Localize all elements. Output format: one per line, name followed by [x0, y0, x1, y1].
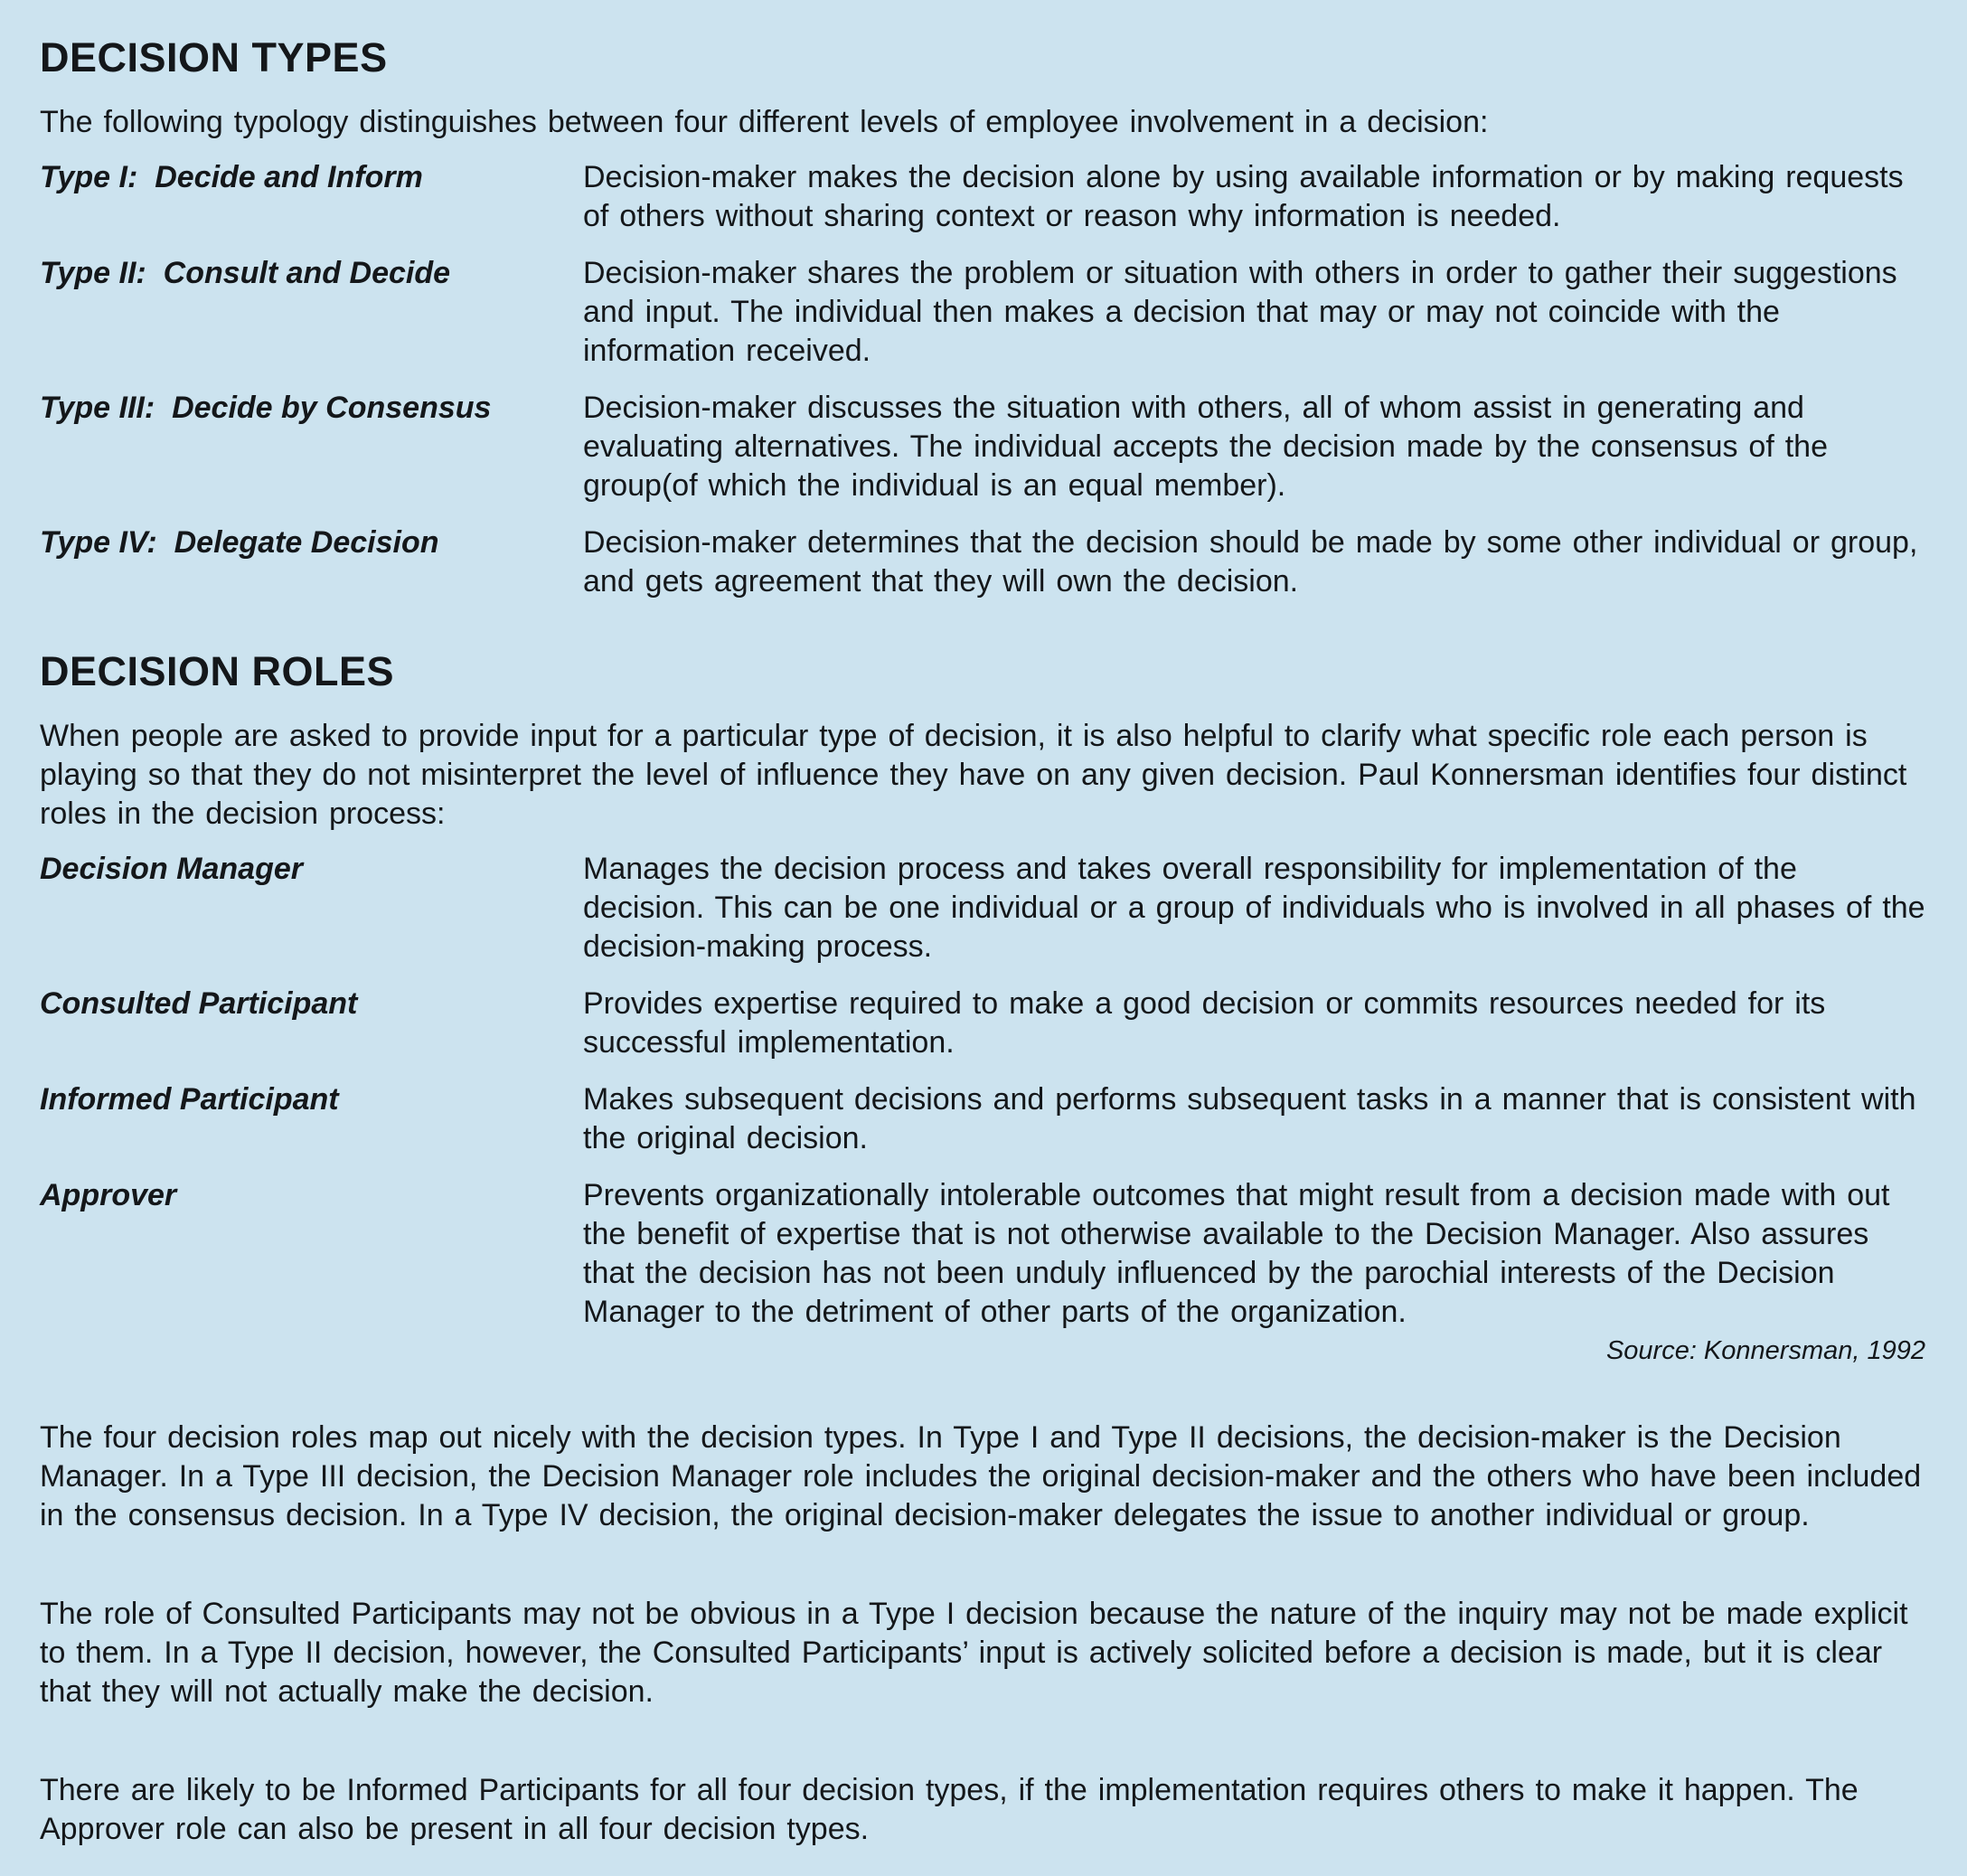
decision-role-label: Decision Manager — [40, 852, 303, 886]
decision-roles-intro: When people are asked to provide input for a particular type of decision, it is also helpful to clarify what specific role each person is playing so that they do not misinterpret the level of influence they have on any given decision. Paul Konnersman identifies four distinct roles in the decision process: — [40, 719, 1918, 831]
decision-type-row — [40, 158, 1925, 236]
decision-role-row — [40, 985, 1925, 1062]
decision-type-description: Decision-maker discusses the situation with others, all of whom assist in generating and evaluating alternatives. The individual accepts the decision made by the consensus of the group(of which the individual is an equal member). — [583, 391, 1839, 503]
closing-paragraph: The role of Consulted Participants may not be obvious in a Type I decision because the nature of the inquiry may not be made explicit to them. In a Type II decision, however, the Consulted Participants’ input is actively solicited before a decision is made, but it is clear that they will not actually make the decision. — [40, 1597, 1919, 1709]
decision-type-label: Type I: Decide and Inform — [40, 160, 423, 194]
decision-type-label: Type II: Consult and Decide — [40, 256, 451, 290]
decision-type-row — [40, 523, 1929, 601]
decision-role-row — [40, 1176, 1925, 1332]
decision-type-label: Type IV: Delegate Decision — [40, 525, 439, 560]
decision-role-label: Informed Participant — [40, 1082, 339, 1117]
decision-type-description: Decision-maker determines that the decision should be made by some other individual or group, and gets agreement that they will own the decision. — [583, 525, 1929, 599]
decision-type-label: Type III: Decide by Consensus — [40, 391, 492, 425]
decision-role-description: Makes subsequent decisions and performs subsequent tasks in a manner that is consistent with the original decision. — [583, 1082, 1927, 1155]
decision-role-label: Consulted Participant — [40, 986, 358, 1021]
decision-type-row — [40, 389, 1925, 505]
decision-role-description: Prevents organizationally intolerable outcomes that might result from a decision made with out the benefit of expertise that is not otherwise available to the Decision Manager. Also assures that the decision has not been unduly influenced by the parochial interests of the Decision Manager to the detriment of other parts of the organization. — [583, 1178, 1901, 1329]
decision-role-label: Approver — [40, 1178, 177, 1212]
decision-roles-heading: DECISION ROLES — [40, 648, 395, 694]
decision-role-description: Provides expertise required to make a good decision or commits resources needed for its successful implementation. — [583, 986, 1837, 1060]
decision-type-description: Decision-maker makes the decision alone by using available information or by making requests of others without sharing context or reason why information is needed. — [583, 160, 1915, 233]
decision-types-heading: DECISION TYPES — [40, 34, 388, 80]
decision-type-description: Decision-maker shares the problem or situation with others in order to gather their suggestions and input. The individual then makes a decision that may or may not coincide with the information received. — [583, 256, 1908, 368]
decision-role-description: Manages the decision process and takes overall responsibility for implementation of the decision. This can be one individual or a group of individuals who is involved in all phases of the decision-making process. — [583, 852, 1936, 964]
decision-type-row — [40, 254, 1925, 371]
decision-types-intro: The following typology distinguishes between four different levels of employee involvement in a decision: — [40, 105, 1489, 139]
decision-role-row — [40, 1080, 1925, 1158]
decision-role-row — [40, 850, 1936, 966]
closing-paragraph: The four decision roles map out nicely with the decision types. In Type I and Type II decisions, the decision-maker is the Decision Manager. In a Type III decision, the Decision Manager role includes the original decision-maker and the others who have been included in the consensus decision. In a Type IV decision, the original decision-maker delegates the issue to another individual or group. — [40, 1420, 1933, 1532]
closing-paragraph: There are likely to be Informed Participants for all four decision types, if the implementation requires others to make it happen. The Approver role can also be present in all four decision types. — [40, 1773, 1868, 1846]
source-citation: Source: Konnersman, 1992 — [1605, 1336, 1925, 1365]
